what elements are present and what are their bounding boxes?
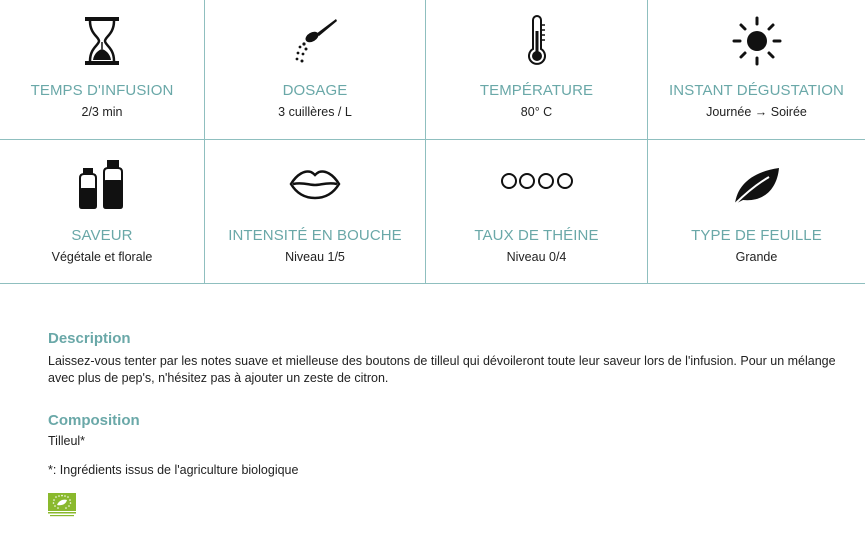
cell-value: Grande — [735, 250, 778, 264]
cell-temperature — [426, 0, 647, 139]
cell-dosage — [205, 0, 425, 139]
cell-flavor — [0, 140, 204, 283]
cell-label: DOSAGE — [282, 82, 348, 99]
composition-title: Composition — [48, 412, 140, 429]
cell-value: Journée → Soirée — [706, 105, 807, 119]
cell-theine-level — [426, 140, 647, 283]
description-section — [48, 330, 845, 387]
spoon-icon — [290, 16, 340, 66]
sun-icon — [732, 16, 782, 66]
description-text: Laissez-vous tenter par les notes suave et mielleuse des boutons de tilleul qui dévoileront toute leur saveur lors de l'infusion. Pour un mélange avec plus de pep's, n'hésitez pas à ajouter un zeste de citron. — [48, 354, 836, 385]
cell-value: Végétale et florale — [51, 250, 153, 264]
cell-label: INTENSITÉ EN BOUCHE — [228, 227, 402, 244]
cell-leaf-type — [648, 140, 865, 283]
lips-icon — [289, 168, 341, 200]
description-title: Description — [48, 330, 131, 347]
hourglass-icon — [84, 16, 120, 66]
cell-label: TYPE DE FEUILLE — [691, 227, 822, 244]
organic-note: *: Ingrédients issus de l'agriculture biologique — [48, 463, 299, 477]
theine-circles-icon — [500, 172, 574, 190]
cell-value: Niveau 1/5 — [285, 250, 345, 264]
cell-infusion-time — [0, 0, 204, 139]
cell-label: TEMPÉRATURE — [479, 82, 594, 99]
cell-label: TEMPS D'INFUSION — [30, 82, 174, 99]
cell-value: Niveau 0/4 — [506, 250, 567, 264]
cell-label: INSTANT DÉGUSTATION — [669, 82, 844, 99]
leaf-icon — [731, 164, 783, 206]
cell-value: 80° C — [520, 105, 553, 119]
cell-label: SAVEUR — [71, 227, 133, 244]
grid-divider — [0, 283, 865, 284]
cell-label: TAUX DE THÉINE — [474, 227, 599, 244]
thermometer-icon — [525, 15, 549, 67]
bottles-icon — [76, 158, 128, 210]
cell-value: 3 cuillères / L — [278, 105, 352, 119]
composition-section — [48, 412, 845, 479]
cell-value: 2/3 min — [81, 105, 123, 119]
cell-mouth-intensity — [205, 140, 425, 283]
cell-tasting-moment — [648, 0, 865, 139]
composition-text: Tilleul* — [48, 434, 86, 448]
eu-organic-logo-icon — [48, 493, 76, 518]
